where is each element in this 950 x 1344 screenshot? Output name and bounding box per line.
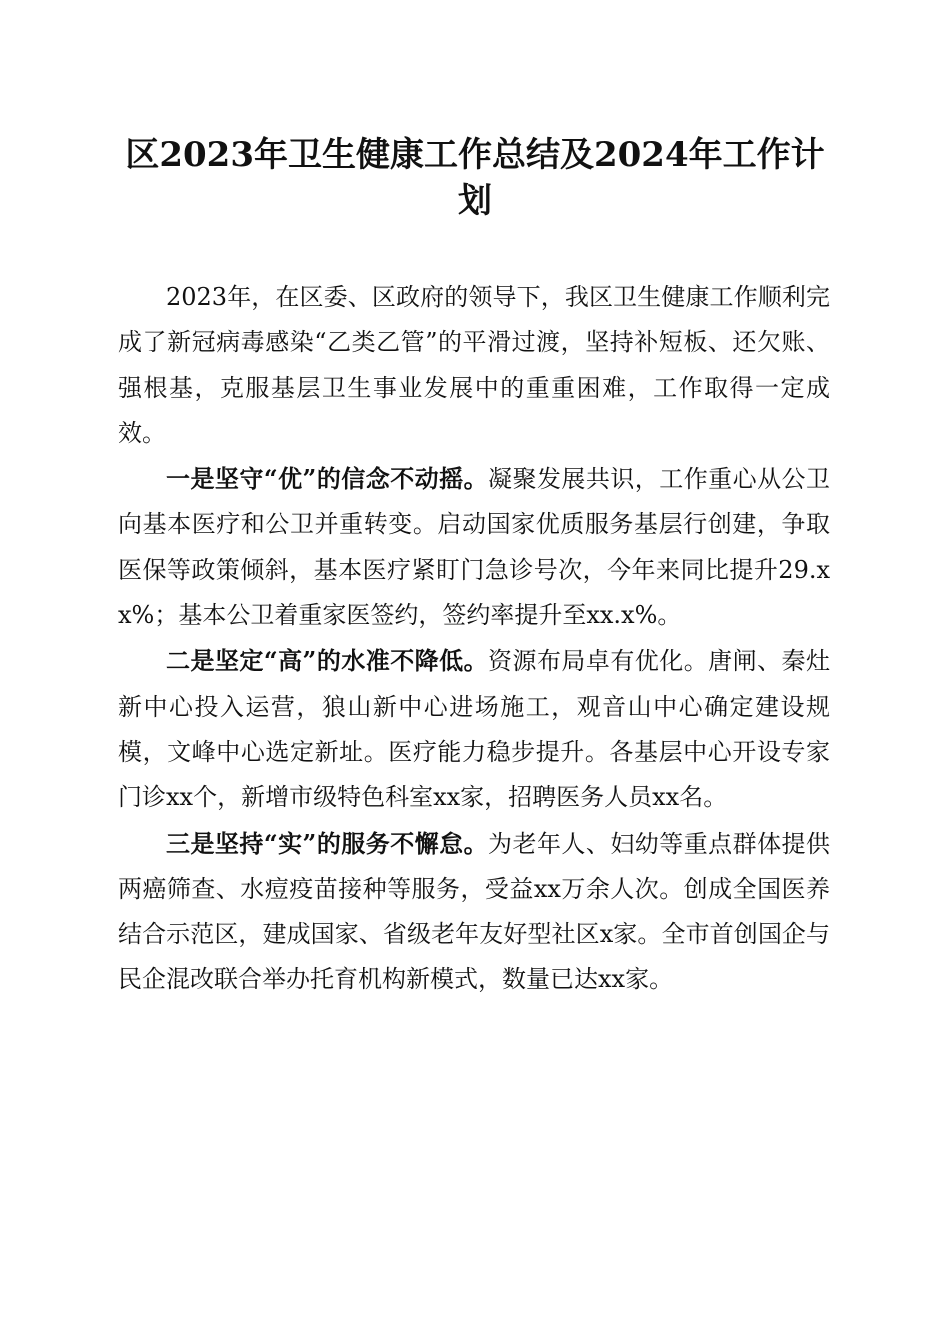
paragraph-point-3: [118, 821, 830, 1003]
document-body: [118, 275, 830, 1003]
document-title: 区2023年卫生健康工作总结及2024年工作计划: [125, 135, 825, 221]
paragraph-lead: 一是坚守“优”的信念不动摇。: [166, 464, 489, 494]
paragraph-text: 为老年人、妇幼等重点群体提供两癌筛查、水痘疫苗接种等服务，受益xx万余人次。创成全国医养结合示范区，建成国家、省级老年友好型社区x家。全市首创国企与民企混改联合举办托育机构新模式，数量已达xx家。: [118, 829, 831, 994]
paragraph-lead: 二是坚定“高”的水准不降低。: [166, 646, 489, 676]
paragraph-lead: 三是坚持“实”的服务不懈怠。: [166, 828, 489, 858]
paragraph-point-2: [118, 638, 830, 820]
paragraph-point-1: [118, 456, 830, 638]
paragraph-text: 资源布局卓有优化。唐闸、秦灶新中心投入运营，狼山新中心进场施工，观音山中心确定建设规模，文峰中心选定新址。医疗能力稳步提升。各基层中心开设专家门诊xx个，新增市级特色科室xx家，招聘医务人员xx名。: [118, 647, 831, 812]
paragraph-text: 凝聚发展共识，工作重心从公卫向基本医疗和公卫并重转变。启动国家优质服务基层行创建，争取医保等政策倾斜，基本医疗紧盯门急诊号次，今年来同比提升29.xx%；基本公卫着重家医签约，签约率提升至xx.x%。: [118, 465, 831, 630]
paragraph-intro: [118, 275, 830, 456]
paragraph-text: 2023年，在区委、区政府的领导下，我区卫生健康工作顺利完成了新冠病毒感染“乙类乙管”的平滑过渡，坚持补短板、还欠账、强根基，克服基层卫生事业发展中的重重困难，工作取得一定成效。: [118, 283, 830, 447]
